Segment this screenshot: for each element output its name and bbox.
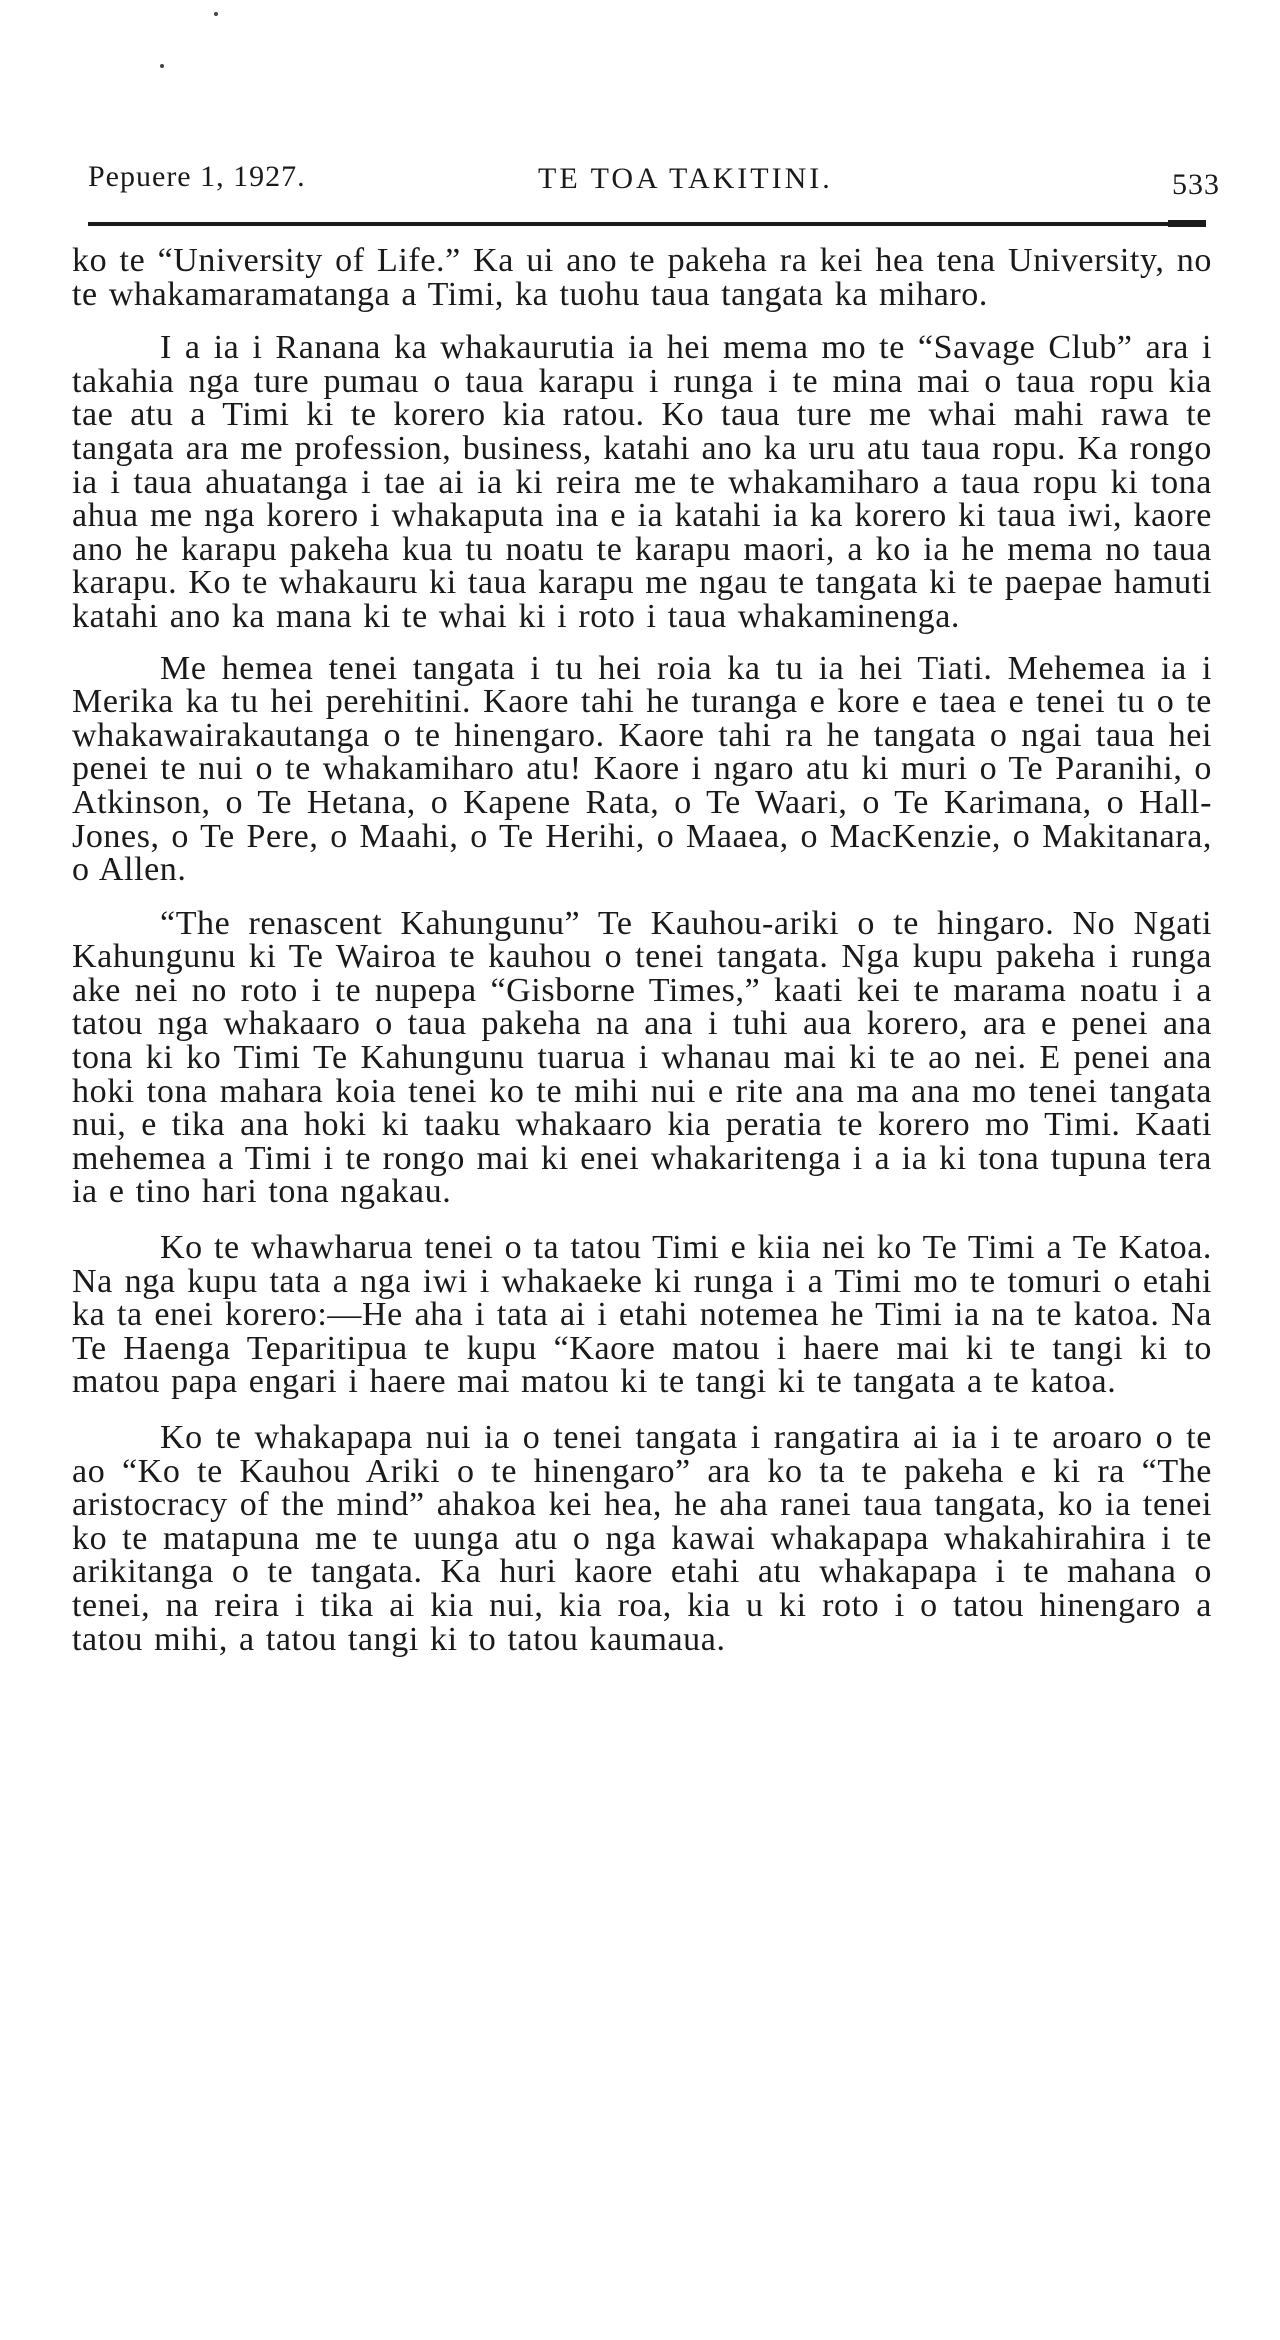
paragraph-3: Me hemea tenei tangata i tu hei roia ka tu ia hei Tiati. Mehemea ia i Merika ka tu hei perehitini. Kaore tahi he turanga e kore e taea e tenei tu o te whakawairakautanga o te hinengaro. Kaore tahi ra he tangata o ngai taua hei penei te nui o te whakamiharo atu! Kaore i ngaro atu ki muri o Te Paranihi, o Atkinson, o Te Hetana, o Kapene Rata, o Te Waari, o Te Karimana, o Hall-Jones, o Te Pere, o Maahi, o Te Herihi, o Maaea, o MacKenzie, o Makitanara, o Allen.: [72, 649, 1212, 889]
journal-title: TE TOA TAKITINI.: [538, 162, 833, 195]
paragraph-6: Ko te whakapapa nui ia o tenei tangata i rangatira ai ia i te aroaro o te ao “Ko te Kauhou Ariki o te hinengaro” ara ko ta te pakeha e ki ra “The aristocracy of the mind” ahakoa kei hea, he aha ranei taua tangata, ko ia tenei ko te matapuna me te uunga atu o nga kawai whakapapa whakahirahira i te arikitanga o te tangata. Ka huri kaore etahi atu whakapapa i te mahana o tenei, na reira i tika ai kia nui, kia roa, kia u ki roto i o tatou hinengaro a tatou mihi, a tatou tangi ki to tatou kaumaua.: [72, 1419, 1212, 1658]
header-rule: [88, 222, 1206, 226]
paragraph-5: Ko te whawharua tenei o ta tatou Timi e kiia nei ko Te Timi a Te Katoa. Na nga kupu tata a nga iwi i whakaeke ki runga i a Timi mo te tomuri o etahi ka ta enei korero:—He aha i tata ai i etahi notemea he Timi ia na te katoa. Na Te Haenga Teparitipua te kupu “Kaore matou i haere mai ki te tangi ki to matou papa engari i haere mai matou ki te tangi ki te tangata a te katoa.: [72, 1229, 1212, 1401]
header-date: Pepuere 1, 1927.: [88, 160, 306, 193]
page-number: 533: [1172, 168, 1220, 201]
header-rule-end: [1168, 220, 1206, 227]
paragraph-4: “The renascent Kahungunu” Te Kauhou-ariki o te hingaro. No Ngati Kahungunu ki Te Wairoa te kauhou o tenei tangata. Nga kupu pakeha i runga ake nei no roto i te nupepa “Gisborne Times,” kaati kei te marama noatu i a tatou nga whakaaro o taua pakeha na ana i tuhi aua korero, ara e penei ana tona ki ko Timi Te Kahungunu tuarua i whanau mai ki te ao nei. E penei ana hoki tona mahara koia tenei ko te mihi nui e rite ana ma ana mo tenei tangata nui, e tika ana hoki ki taaku whakaaro kia peratia te korero mo Timi. Kaati mehemea a Timi i te rongo mai ki enei whakaritenga i a ia ki tona tupuna tera ia e tino hari tona ngakau.: [72, 904, 1212, 1211]
paragraph-2: I a ia i Ranana ka whakaurutia ia hei mema mo te “Savage Club” ara i takahia nga ture pumau o taua karapu i runga i te mina mai o taua ropu kia tae atu a Timi ki te korero kia ratou. Ko taua ture me whai mahi rawa te tangata ara me profession, business, katahi ano ka uru atu taua ropu. Ka rongo ia i taua ahuatanga i tae ai ia ki reira me te whakamiharo a taua ropu ki tona ahua me nga korero i whakaputa ina e ia katahi ia ka korero ki taua iwi, kaore ano he karapu pakeha kua tu noatu te karapu maori, a ko ia he mema no taua karapu. Ko te whakauru ki taua karapu me ngau te tangata ki te paepae hamuti katahi ano ka mana ki te whai ki i roto i taua whakaminenga.: [72, 329, 1212, 635]
paragraph-1: ko te “University of Life.” Ka ui ano te pakeha ra kei hea tena University, no te whakamaramatanga a Timi, ka tuohu taua tangata ka miharo.: [72, 242, 1212, 313]
print-speck: [160, 64, 164, 68]
article-body: [72, 244, 1212, 1656]
running-header: [88, 158, 1220, 201]
print-speck: [214, 12, 218, 16]
